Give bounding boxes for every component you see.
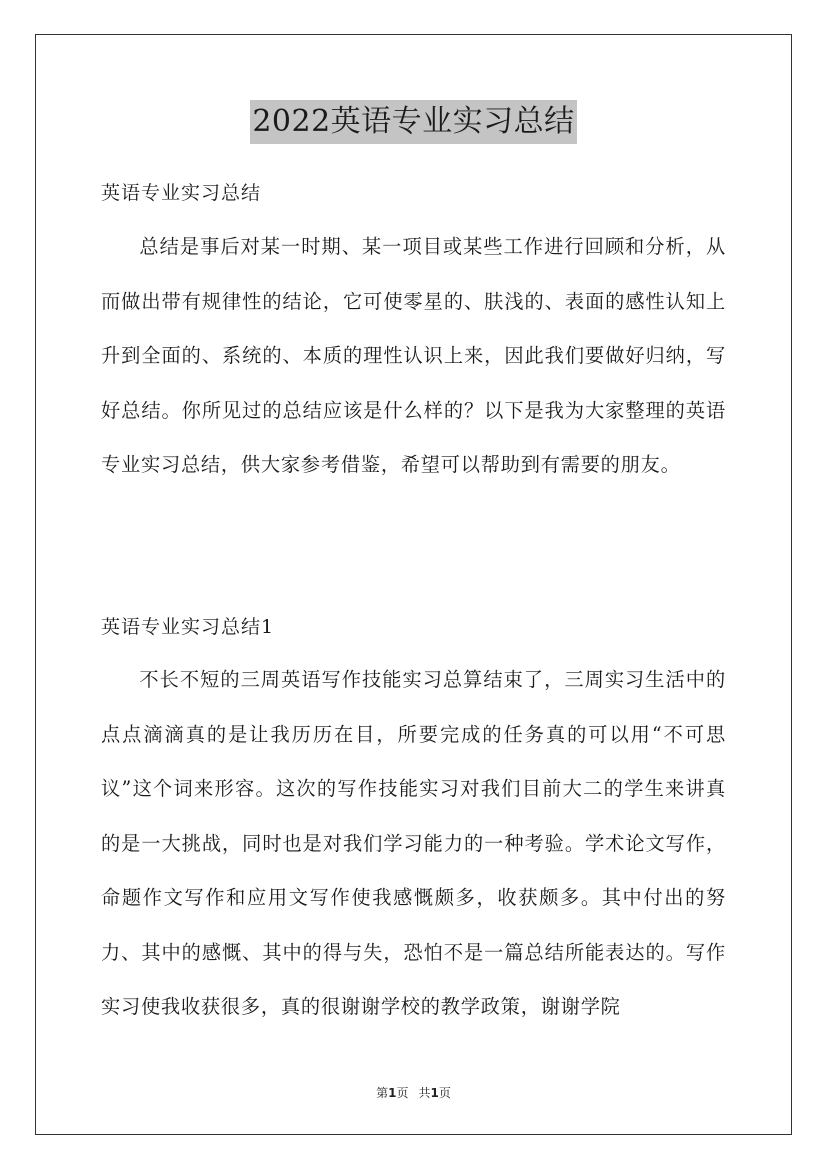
document-subtitle: 英语专业实习总结 [101,182,262,204]
total-suffix: 页 [438,1086,451,1100]
document-title: 2022英语专业实习总结 [250,100,576,144]
page-current: 1 [388,1086,397,1100]
page-footer [0,1084,827,1101]
section-1-paragraph: 不长不短的三周英语写作技能实习总算结束了，三周实习生活中的点点滴滴真的是让我历历在目，所要完成的任务真的可以用“不可思议”这个词来形容。这次的写作技能实习对我们目前大二的学生来讲真的是一大挑战，同时也是对我们学习能力的一种考验。学术论文写作，命题作文写作和应用文写作使我感慨颇多，收获颇多。其中付出的努力、其中的感慨、其中的得与失，恐怕不是一篇总结所能表达的。写作实习使我收获很多，真的很谢谢学校的教学政策，谢谢学院 [101,668,726,1018]
page-prefix: 第 [376,1086,389,1100]
intro-paragraph: 总结是事后对某一时期、某一项目或某些工作进行回顾和分析，从而做出带有规律性的结论，它可使零星的、肤浅的、表面的感性认知上升到全面的、系统的、本质的理性认识上来，因此我们要做好归纳，写好总结。你所见过的总结应该是什么样的？以下是我为大家整理的英语专业实习总结，供大家参考借鉴，希望可以帮助到有需要的朋友。 [101,235,726,476]
page-suffix: 页 [396,1086,409,1100]
title-container [0,100,827,144]
total-pages: 1 [430,1086,439,1100]
section-1-heading: 英语专业实习总结1 [101,616,275,638]
total-prefix: 共 [418,1086,431,1100]
